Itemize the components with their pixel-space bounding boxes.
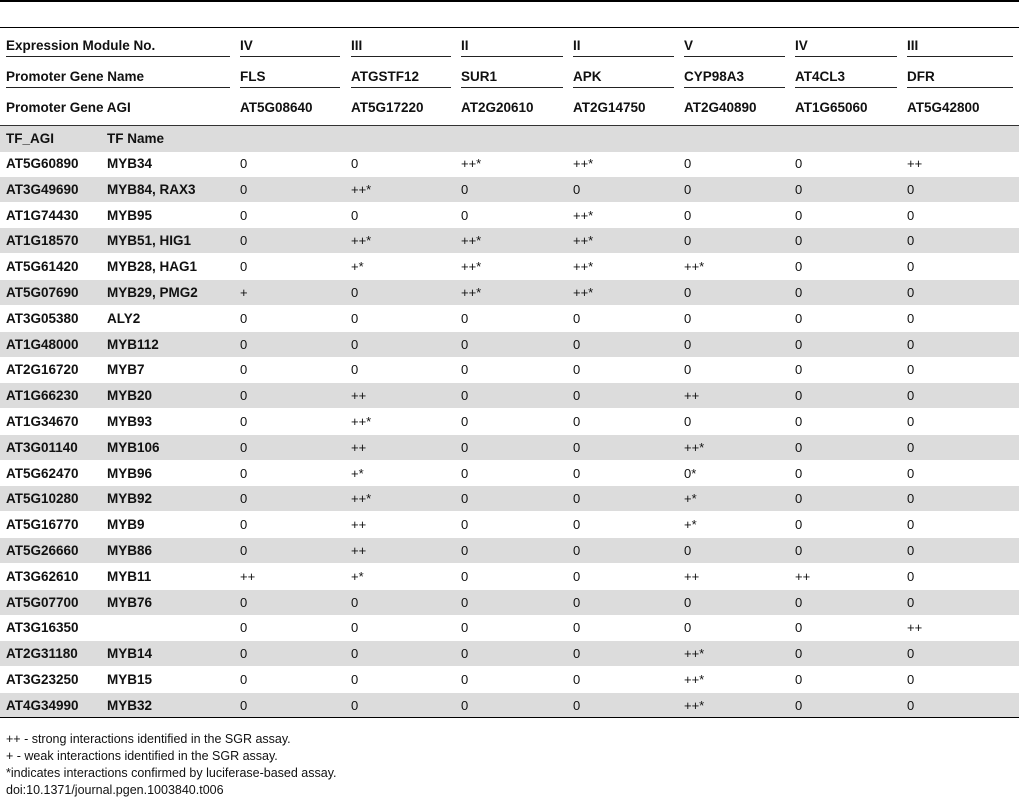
interaction-cell: 0: [573, 336, 581, 352]
header-underline: [907, 87, 1013, 88]
interaction-cell: 0: [907, 646, 915, 662]
interaction-cell: 0: [461, 568, 469, 584]
table-row: [0, 693, 1019, 718]
table-row: [0, 409, 1019, 434]
interaction-cell: ++*: [684, 672, 705, 687]
interaction-cell: 0: [573, 181, 581, 197]
header-cell: IV: [240, 38, 253, 53]
interaction-cell: +*: [351, 465, 364, 481]
tf-agi-cell: AT5G62470: [6, 465, 79, 481]
interaction-cell: 0: [795, 156, 803, 171]
interaction-cell: ++*: [351, 491, 372, 507]
header-underline: [461, 56, 563, 57]
header-row-gene-name: [0, 60, 1019, 88]
header-cell: IV: [795, 38, 808, 53]
header-row-gene-agi: [0, 91, 1019, 119]
interaction-cell: 0: [795, 646, 803, 662]
table-row: [0, 538, 1019, 563]
interaction-cell: ++: [351, 439, 367, 455]
interaction-cell: 0: [907, 388, 915, 404]
tf-name-cell: MYB92: [107, 491, 153, 507]
interaction-cell: 0: [461, 646, 469, 662]
header-cell: AT4CL3: [795, 69, 846, 84]
interaction-cell: 0: [795, 697, 803, 713]
interaction-cell: 0: [684, 594, 692, 610]
interaction-cell: 0: [351, 362, 359, 378]
interaction-cell: 0: [351, 207, 359, 223]
interaction-cell: 0: [795, 620, 803, 636]
header-underline: [461, 87, 563, 88]
tf-name-cell: MYB14: [107, 646, 153, 662]
interaction-cell: 0: [351, 285, 359, 300]
header-underline: [573, 87, 674, 88]
header-label: Promoter Gene Name: [6, 69, 145, 84]
interaction-cell: 0: [240, 465, 248, 481]
interaction-cell: 0: [240, 181, 248, 197]
tf-name-cell: MYB7: [107, 362, 145, 378]
tf-agi-cell: AT5G26660: [6, 543, 79, 558]
interaction-cell: ++*: [573, 156, 594, 171]
tf-agi-cell: AT3G16350: [6, 620, 79, 636]
header-underline: [240, 56, 340, 57]
footnote-doi: doi:10.1371/journal.pgen.1003840.t006: [6, 783, 224, 797]
header-cell: ATGSTF12: [351, 69, 420, 84]
interaction-cell: ++*: [461, 285, 482, 300]
interaction-cell: 0: [795, 594, 803, 610]
interaction-cell: 0: [461, 594, 469, 610]
interaction-cell: ++: [240, 568, 256, 584]
interaction-cell: 0: [240, 620, 248, 636]
interaction-cell: 0: [684, 181, 692, 197]
tf-name-cell: MYB93: [107, 414, 153, 429]
interaction-cell: 0: [907, 465, 915, 481]
interaction-cell: 0: [573, 646, 581, 662]
table-row: [0, 280, 1019, 305]
table-row: [0, 512, 1019, 537]
header-cell: II: [461, 38, 469, 53]
interaction-cell: 0: [461, 697, 469, 713]
interaction-cell: 0: [351, 594, 359, 610]
interaction-cell: 0: [907, 439, 915, 455]
tf-name-cell: MYB28, HAG1: [107, 259, 198, 275]
tf-name-cell: MYB9: [107, 517, 145, 533]
interaction-cell: 0: [461, 310, 469, 326]
interaction-cell: 0: [461, 620, 469, 636]
interaction-cell: 0: [240, 156, 248, 171]
header-cell: AT1G65060: [795, 100, 868, 115]
header-cell: AT2G14750: [573, 100, 646, 115]
table-row: [0, 667, 1019, 692]
interaction-cell: 0: [684, 310, 692, 326]
interaction-cell: 0: [461, 439, 469, 455]
interaction-cell: 0: [240, 543, 248, 558]
tf-name-cell: ALY2: [107, 310, 141, 326]
tf-name-cell: MYB76: [107, 594, 153, 610]
interaction-cell: 0: [240, 336, 248, 352]
tf-name-cell: MYB95: [107, 207, 153, 223]
interaction-cell: 0: [573, 672, 581, 687]
header-cell: AT5G42800: [907, 100, 980, 115]
interaction-cell: 0: [795, 259, 803, 275]
interaction-cell: ++*: [573, 207, 594, 223]
table-row: [0, 203, 1019, 228]
header-row-module: [0, 29, 1019, 57]
tf-name-cell: MYB86: [107, 543, 153, 558]
interaction-cell: 0: [573, 697, 581, 713]
tf-agi-cell: AT5G61420: [6, 259, 79, 275]
interaction-cell: ++*: [461, 156, 482, 171]
table-row: [0, 228, 1019, 253]
interaction-cell: 0: [795, 543, 803, 558]
interaction-cell: 0: [684, 414, 692, 429]
interaction-cell: 0: [907, 181, 915, 197]
interaction-cell: 0: [907, 568, 915, 584]
interaction-cell: 0: [795, 414, 803, 429]
interaction-cell: 0: [907, 543, 915, 558]
table-row: [0, 383, 1019, 408]
interaction-cell: 0: [573, 594, 581, 610]
header-cell: SUR1: [461, 69, 498, 84]
interaction-cell: 0: [573, 362, 581, 378]
interaction-cell: 0: [795, 388, 803, 404]
interaction-cell: ++: [684, 568, 700, 584]
interaction-cell: 0: [907, 414, 915, 429]
interaction-cell: 0: [795, 310, 803, 326]
interaction-cell: 0: [795, 233, 803, 249]
interaction-cell: ++: [795, 568, 811, 584]
interaction-cell: ++: [351, 517, 367, 533]
header-cell: AT2G20610: [461, 100, 534, 115]
tf-agi-cell: AT3G23250: [6, 672, 79, 687]
table-row: [0, 564, 1019, 589]
tf-agi-cell: AT5G60890: [6, 156, 79, 171]
interaction-cell: 0: [461, 181, 469, 197]
table-row: [0, 357, 1019, 382]
interaction-cell: 0: [573, 568, 581, 584]
interaction-cell: ++: [684, 388, 700, 404]
header-underline: [351, 56, 451, 57]
interaction-cell: 0: [907, 672, 915, 687]
interaction-cell: +*: [684, 491, 697, 507]
interaction-cell: 0: [461, 336, 469, 352]
interaction-cell: ++*: [351, 181, 372, 197]
table-row: [0, 615, 1019, 640]
interaction-cell: 0: [907, 233, 915, 249]
interaction-cell: 0: [351, 672, 359, 687]
interaction-cell: ++*: [684, 439, 705, 455]
header-cell: II: [573, 38, 581, 53]
interaction-cell: 0: [461, 672, 469, 687]
footnote-weak: + - weak interactions identified in the SGR assay.: [6, 749, 278, 763]
interaction-cell: 0: [351, 620, 359, 636]
interaction-cell: 0: [684, 543, 692, 558]
interaction-cell: +*: [351, 568, 364, 584]
header-cell: V: [684, 38, 694, 53]
interaction-cell: 0: [795, 285, 803, 300]
tf-agi-cell: AT2G16720: [6, 362, 79, 378]
header-underline: [907, 56, 1013, 57]
interaction-cell: 0: [461, 465, 469, 481]
header-cell: FLS: [240, 69, 266, 84]
interaction-cell: 0: [461, 207, 469, 223]
interaction-cell: 0: [684, 336, 692, 352]
tf-name-cell: MYB106: [107, 439, 160, 455]
interaction-cell: 0: [573, 620, 581, 636]
interaction-cell: 0: [240, 259, 248, 275]
tf-agi-header: TF_AGI: [6, 131, 55, 146]
interaction-cell: 0: [907, 594, 915, 610]
header-cell: AT2G40890: [684, 100, 757, 115]
header-underline: [6, 87, 230, 88]
table-row: [0, 435, 1019, 460]
tf-agi-cell: AT3G49690: [6, 181, 79, 197]
interaction-cell: 0: [461, 491, 469, 507]
tf-agi-cell: AT4G34990: [6, 697, 79, 713]
header-cell: III: [351, 38, 363, 53]
table-row: [0, 641, 1019, 666]
header-cell: APK: [573, 69, 602, 84]
interaction-cell: 0: [907, 517, 915, 533]
interaction-cell: 0: [684, 233, 692, 249]
interaction-cell: ++*: [461, 233, 482, 249]
interaction-cell: 0: [351, 646, 359, 662]
tf-agi-cell: AT5G16770: [6, 517, 79, 533]
interaction-cell: ++*: [573, 259, 594, 275]
interaction-cell: ++*: [684, 259, 705, 275]
interaction-cell: ++*: [351, 233, 372, 249]
interaction-cell: 0: [240, 388, 248, 404]
interaction-cell: +*: [351, 259, 364, 275]
tf-agi-cell: AT3G01140: [6, 439, 78, 455]
interaction-cell: 0: [240, 233, 248, 249]
interaction-cell: 0: [907, 259, 915, 275]
interaction-cell: ++: [907, 620, 923, 636]
interaction-cell: 0: [573, 414, 581, 429]
header-label: Expression Module No.: [6, 38, 156, 53]
table-row: [0, 177, 1019, 202]
interaction-cell: 0: [240, 672, 248, 687]
interaction-cell: 0: [795, 517, 803, 533]
interaction-cell: 0: [795, 207, 803, 223]
header-underline: [684, 56, 785, 57]
tf-name-cell: MYB20: [107, 388, 153, 404]
tf-name-cell: MYB96: [107, 465, 153, 481]
interaction-cell: 0: [351, 336, 359, 352]
tf-name-cell: MYB51, HIG1: [107, 233, 192, 249]
interaction-cell: 0: [573, 543, 581, 558]
interaction-cell: 0: [351, 310, 359, 326]
tf-agi-cell: AT5G07700: [6, 594, 79, 610]
interaction-cell: 0: [240, 362, 248, 378]
interaction-cell: 0: [573, 439, 581, 455]
tf-name-cell: MYB15: [107, 672, 153, 687]
tf-agi-cell: AT1G66230: [6, 388, 79, 404]
header-cell: CYP98A3: [684, 69, 745, 84]
interaction-cell: ++: [351, 543, 367, 558]
interaction-cell: 0: [461, 388, 469, 404]
interaction-cell: ++: [351, 388, 367, 404]
table-top-rule: [0, 0, 1019, 2]
table-row: [0, 461, 1019, 486]
table-bottom-rule: [0, 717, 1019, 718]
interaction-cell: 0: [240, 697, 248, 713]
interaction-cell: 0: [795, 181, 803, 197]
footnote-luciferase: *indicates interactions confirmed by luciferase-based assay.: [6, 766, 337, 780]
header-underline: [573, 56, 674, 57]
interaction-cell: 0: [907, 697, 915, 713]
table-row: [0, 486, 1019, 511]
tf-name-cell: MYB84, RAX3: [107, 181, 196, 197]
interaction-cell: 0*: [684, 465, 697, 481]
interaction-cell: 0: [573, 491, 581, 507]
interaction-cell: 0: [795, 336, 803, 352]
interaction-cell: 0: [573, 388, 581, 404]
tf-agi-cell: AT5G10280: [6, 491, 79, 507]
interaction-cell: 0: [573, 465, 581, 481]
interaction-cell: 0: [907, 362, 915, 378]
interaction-cell: ++*: [351, 414, 372, 429]
interaction-cell: ++*: [684, 697, 705, 713]
interaction-cell: 0: [240, 646, 248, 662]
header-underline: [351, 87, 451, 88]
interaction-cell: 0: [684, 156, 692, 171]
tf-agi-cell: AT2G31180: [6, 646, 78, 662]
interaction-cell: 0: [795, 362, 803, 378]
interaction-cell: 0: [461, 543, 469, 558]
interaction-cell: 0: [240, 414, 248, 429]
interaction-cell: 0: [351, 156, 359, 171]
header-cell: III: [907, 38, 919, 53]
interaction-cell: 0: [684, 207, 692, 223]
interaction-cell: ++: [907, 156, 923, 171]
interaction-cell: 0: [795, 439, 803, 455]
header-underline: [795, 87, 897, 88]
interaction-cell: 0: [795, 465, 803, 481]
header-cell: DFR: [907, 69, 935, 84]
interaction-cell: +*: [684, 517, 697, 533]
interaction-cell: 0: [907, 207, 915, 223]
tf-name-cell: MYB11: [107, 568, 152, 584]
tf-agi-cell: AT3G05380: [6, 310, 79, 326]
interaction-cell: +: [240, 285, 248, 300]
header-cell: AT5G17220: [351, 100, 424, 115]
table-row: [0, 254, 1019, 279]
interaction-cell: 0: [351, 697, 359, 713]
tf-name-cell: MYB32: [107, 697, 153, 713]
interaction-cell: 0: [684, 285, 692, 300]
interaction-cell: 0: [240, 594, 248, 610]
footnote-strong: ++ - strong interactions identified in the SGR assay.: [6, 732, 291, 746]
interaction-cell: 0: [573, 310, 581, 326]
header-underline: [795, 56, 897, 57]
interaction-cell: ++*: [461, 259, 482, 275]
interaction-cell: 0: [795, 672, 803, 687]
table-title-rule: [0, 27, 1019, 28]
interaction-cell: 0: [240, 207, 248, 223]
table-row: [0, 151, 1019, 176]
tf-name-header: TF Name: [107, 131, 165, 146]
table-row: [0, 332, 1019, 357]
interaction-cell: 0: [461, 414, 469, 429]
interaction-cell: 0: [795, 491, 803, 507]
header-underline: [240, 87, 340, 88]
tf-name-cell: MYB112: [107, 336, 159, 352]
interaction-cell: 0: [461, 362, 469, 378]
tf-agi-cell: AT3G62610: [6, 568, 79, 584]
interaction-cell: 0: [907, 285, 915, 300]
header-cell: AT5G08640: [240, 100, 313, 115]
interaction-cell: 0: [907, 336, 915, 352]
header-label: Promoter Gene AGI: [6, 100, 131, 115]
interaction-cell: ++*: [573, 285, 594, 300]
interaction-cell: 0: [240, 439, 248, 455]
interaction-cell: ++*: [573, 233, 594, 249]
table-row: [0, 306, 1019, 331]
interaction-cell: 0: [240, 491, 248, 507]
interaction-cell: 0: [907, 491, 915, 507]
interaction-cell: 0: [240, 310, 248, 326]
header-underline: [6, 56, 230, 57]
tf-agi-cell: AT1G34670: [6, 414, 79, 429]
tf-agi-cell: AT1G48000: [6, 336, 79, 352]
table-row: [0, 590, 1019, 615]
interaction-cell: 0: [240, 517, 248, 533]
interaction-cell: 0: [573, 517, 581, 533]
tf-agi-cell: AT1G74430: [6, 207, 79, 223]
interaction-cell: 0: [461, 517, 469, 533]
tf-agi-cell: AT5G07690: [6, 285, 79, 300]
tf-name-cell: MYB29, PMG2: [107, 285, 198, 300]
interaction-cell: 0: [907, 310, 915, 326]
interaction-cell: 0: [684, 362, 692, 378]
tf-column-header: [0, 125, 1019, 152]
interaction-cell: ++*: [684, 646, 705, 662]
tf-agi-cell: AT1G18570: [6, 233, 79, 249]
footnotes: [6, 731, 337, 799]
header-underline: [684, 87, 785, 88]
tf-name-cell: MYB34: [107, 156, 153, 171]
interaction-cell: 0: [684, 620, 692, 636]
